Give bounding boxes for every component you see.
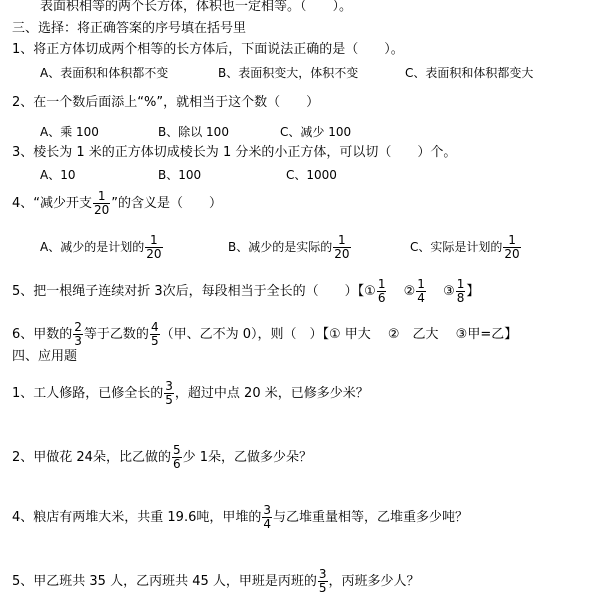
fraction	[150, 321, 160, 348]
fraction	[73, 321, 83, 348]
fraction-denominator: 5	[150, 334, 159, 348]
s3-q3-option-c: C、1000	[286, 168, 337, 182]
fraction-denominator: 20	[94, 203, 110, 217]
s3-q5-stem-text: 5、把一根绳子连续对折 3次后，每段相当于全长的（ ）【①	[12, 284, 376, 299]
fraction-numerator: 3	[165, 379, 173, 393]
fraction-numerator: 2	[74, 320, 82, 334]
s4-q2-post: 少 1朵，乙做多少朵？	[182, 450, 312, 465]
fraction	[164, 380, 174, 407]
s4-q4-pre: 4、粮店有两堆大米，共重 19.6吨，甲堆的	[12, 510, 262, 525]
fraction-numerator: 4	[150, 320, 159, 334]
s3-q2-stem: 2、在一个数后面添上“%”，就相当于这个数（ ）	[12, 95, 320, 110]
fraction	[503, 234, 520, 261]
s3-q6-post: （甲、乙不为 0），则（ ）【① 甲大 ② 乙大 ③甲=乙】	[160, 327, 518, 342]
fraction-denominator: 4	[417, 291, 425, 305]
s3-q1-option-c: C、表面积和体积都变大	[405, 66, 534, 80]
s3-q4-stem-post: ”的含义是（ ）	[111, 196, 223, 211]
fraction-denominator: 3	[74, 334, 82, 348]
section3-title: 三、选择：将正确答案的序号填在括号里	[12, 21, 247, 36]
s3-q5-stem	[12, 278, 479, 305]
s3-q3-option-b: B、100	[158, 168, 202, 182]
fraction-denominator: 8	[456, 291, 465, 305]
s3-q4-option-b	[228, 234, 352, 261]
fraction-denominator: 5	[318, 581, 327, 595]
fraction-denominator: 6	[377, 291, 386, 305]
fraction	[172, 444, 182, 471]
fraction	[416, 278, 426, 305]
option-mark-3: ③	[443, 284, 455, 299]
s4-q1-post: ，超过中点 20 米，已修多少米？	[174, 386, 369, 401]
s3-q2-option-b: B、除以 100	[158, 125, 229, 139]
s3-q3-stem: 3、棱长为 1 米的正方体切成棱长为 1 分米的小正方体，可以切（ ）个。	[12, 145, 457, 160]
fraction-numerator: 1	[417, 277, 425, 291]
s3-q4-option-c-text: C、实际是计划的	[410, 240, 503, 254]
s4-q5-post: ，丙班多少人？	[328, 574, 420, 589]
fraction-numerator: 1	[503, 234, 520, 248]
s3-q6-pre: 6、甲数的	[12, 327, 73, 342]
fraction-numerator: 1	[377, 277, 386, 291]
fraction	[377, 278, 387, 305]
s4-q1	[12, 380, 369, 407]
s3-q4-option-a-text: A、减少的是计划的	[40, 240, 145, 254]
fraction	[145, 234, 162, 261]
option-mark-2: ②	[403, 284, 416, 299]
fraction-numerator: 1	[93, 190, 110, 204]
fraction-numerator: 1	[456, 277, 465, 291]
fraction	[318, 568, 328, 595]
fraction	[456, 278, 466, 305]
section4-title: 四、应用题	[12, 349, 78, 364]
s3-q1-stem: 1、将正方体切成两个相等的长方体后，下面说法正确的是（ ）。	[12, 42, 404, 57]
fraction	[262, 504, 272, 531]
fraction-denominator: 6	[172, 457, 181, 471]
fraction-denominator: 20	[504, 247, 520, 261]
s3-q4-option-b-text: B、减少的是实际的	[228, 240, 333, 254]
fraction-denominator: 20	[146, 247, 162, 261]
fraction-numerator: 3	[263, 503, 271, 517]
fraction-numerator: 3	[318, 567, 327, 581]
s4-q1-pre: 1、工人修路，已修全长的	[12, 386, 164, 401]
s3-q4-stem	[12, 190, 222, 217]
s3-q1-option-b: B、表面积变大，体积不变	[218, 66, 359, 80]
top-line: 表面积相等的两个长方体，体积也一定相等。（ ）。	[40, 0, 353, 14]
bracket-close: 】	[466, 284, 480, 299]
fraction-denominator: 4	[263, 517, 271, 531]
s4-q5	[12, 568, 420, 595]
s4-q4	[12, 504, 468, 531]
s3-q1-option-a: A、表面积和体积都不变	[40, 66, 169, 80]
fraction-denominator: 20	[334, 247, 350, 261]
fraction-numerator: 1	[145, 234, 162, 248]
s3-q4-option-a	[40, 234, 164, 261]
s3-q4-option-c	[410, 234, 522, 261]
s4-q4-post: 与乙堆重量相等，乙堆重多少吨？	[273, 510, 469, 525]
fraction-numerator: 5	[172, 443, 181, 457]
s3-q3-option-a: A、10	[40, 168, 76, 182]
s3-q6-mid: 等于乙数的	[83, 327, 149, 342]
s3-q2-option-a: A、乘 100	[40, 125, 99, 139]
s3-q4-stem-pre: 4、“减少开支	[12, 196, 93, 211]
s4-q5-pre: 5、甲乙班共 35 人，乙丙班共 45 人，甲班是丙班的	[12, 574, 317, 589]
fraction	[333, 234, 350, 261]
s4-q2	[12, 444, 312, 471]
fraction-numerator: 1	[333, 234, 350, 248]
fraction-denominator: 5	[165, 393, 173, 407]
fraction	[93, 190, 110, 217]
s3-q6-stem	[12, 321, 517, 348]
s4-q2-pre: 2、甲做花 24朵，比乙做的	[12, 450, 171, 465]
s3-q2-option-c: C、减少 100	[280, 125, 352, 139]
